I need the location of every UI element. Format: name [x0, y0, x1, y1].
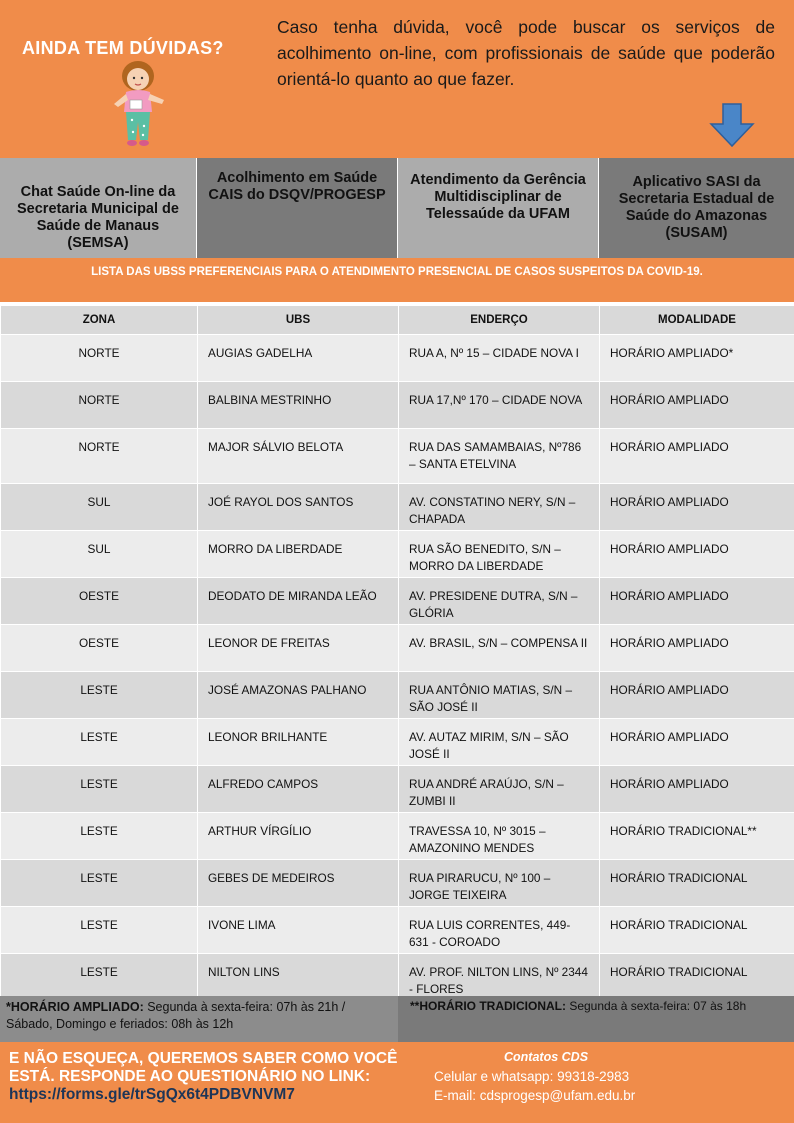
table-row: [1, 531, 794, 578]
note-horario-ampliado: [0, 996, 398, 1042]
endereco-cell: RUA PIRARUCU, Nº 100 – JORGE TEIXEIRA: [399, 860, 600, 907]
endereco-cell: RUA SÃO BENEDITO, S/N – MORRO DA LIBERDADE: [399, 531, 600, 578]
ubs-cell: LEONOR BRILHANTE: [198, 719, 399, 766]
note-ampliado-label: *HORÁRIO AMPLIADO:: [6, 1000, 144, 1014]
endereco-cell: AV. CONSTATINO NERY, S/N – CHAPADA: [399, 484, 600, 531]
table-row: [1, 766, 794, 813]
modalidade-cell: HORÁRIO TRADICIONAL: [600, 954, 794, 1001]
questionnaire-link[interactable]: https://forms.gle/trSgQx6t4PDBVNVM7: [9, 1086, 295, 1103]
zona-cell: NORTE: [1, 335, 198, 382]
note-tradicional-label: **HORÁRIO TRADICIONAL:: [410, 999, 566, 1013]
ubs-cell: ARTHUR VÍRGÍLIO: [198, 813, 399, 860]
zona-cell: LESTE: [1, 766, 198, 813]
zona-cell: LESTE: [1, 672, 198, 719]
notes-section: [0, 996, 794, 1042]
ubs-cell: JOSÉ AMAZONAS PALHANO: [198, 672, 399, 719]
ubs-cell: BALBINA MESTRINHO: [198, 382, 399, 429]
endereco-cell: TRAVESSA 10, Nº 3015 – AMAZONINO MENDES: [399, 813, 600, 860]
table-row: [1, 954, 794, 1001]
header-text: Caso tenha dúvida, você pode buscar os serviços de acolhimento on-line, com profissionais de saúde que poderão orientá-lo quanto ao que fazer.: [277, 17, 775, 89]
service-chat-semsa: Chat Saúde On-line da Secretaria Municipal de Saúde de Manaus (SEMSA): [0, 158, 197, 258]
endereco-cell: RUA ANDRÉ ARAÚJO, S/N – ZUMBI II: [399, 766, 600, 813]
zona-cell: LESTE: [1, 954, 198, 1001]
modalidade-cell: HORÁRIO AMPLIADO: [600, 766, 794, 813]
modalidade-cell: HORÁRIO AMPLIADO: [600, 578, 794, 625]
service-telessaude-ufam: Atendimento da Gerência Multidisciplinar de Telessaúde da UFAM: [398, 158, 599, 258]
modalidade-cell: HORÁRIO TRADICIONAL**: [600, 813, 794, 860]
contacts-block: [434, 1048, 774, 1105]
endereco-cell: RUA DAS SAMAMBAIAS, Nº786 – SANTA ETELVINA: [399, 429, 600, 484]
questionnaire-cta: [9, 1050, 409, 1104]
table-row: [1, 813, 794, 860]
contact-phone: Celular e whatsapp: 99318-2983: [434, 1069, 630, 1084]
zona-cell: OESTE: [1, 578, 198, 625]
table-row: [1, 672, 794, 719]
ubs-cell: ALFREDO CAMPOS: [198, 766, 399, 813]
footer-section: [0, 1042, 794, 1123]
table-row: [1, 719, 794, 766]
modalidade-cell: HORÁRIO AMPLIADO: [600, 531, 794, 578]
table-row: [1, 625, 794, 672]
table-body: [1, 335, 794, 1001]
endereco-cell: RUA LUIS CORRENTES, 449-631 - COROADO: [399, 907, 600, 954]
table-row: [1, 382, 794, 429]
endereco-cell: RUA A, Nº 15 – CIDADE NOVA I: [399, 335, 600, 382]
header-section: [0, 0, 794, 158]
zona-cell: LESTE: [1, 813, 198, 860]
header-title: AINDA TEM DÚVIDAS?: [22, 38, 224, 58]
note-tradicional-text: Segunda à sexta-feira: 07 às 18h: [566, 999, 747, 1013]
ubs-cell: GEBES DE MEDEIROS: [198, 860, 399, 907]
girl-illustration: [108, 60, 170, 150]
column-header-ubs: UBS: [198, 306, 399, 335]
zona-cell: LESTE: [1, 907, 198, 954]
modalidade-cell: HORÁRIO AMPLIADO: [600, 672, 794, 719]
cta-text: E NÃO ESQUEÇA, QUEREMOS SABER COMO VOCÊ ESTÁ. RESPONDE AO QUESTIONÁRIO NO LINK:: [9, 1050, 398, 1085]
table-row: [1, 860, 794, 907]
ubs-cell: NILTON LINS: [198, 954, 399, 1001]
endereco-cell: AV. PRESIDENE DUTRA, S/N – GLÓRIA: [399, 578, 600, 625]
ubs-table: [0, 305, 794, 1001]
zona-cell: NORTE: [1, 429, 198, 484]
zona-cell: LESTE: [1, 860, 198, 907]
endereco-cell: RUA 17,Nº 170 – CIDADE NOVA: [399, 382, 600, 429]
table-row: [1, 578, 794, 625]
zona-cell: SUL: [1, 531, 198, 578]
column-header-modalidade: MODALIDADE: [600, 306, 794, 335]
zona-cell: OESTE: [1, 625, 198, 672]
modalidade-cell: HORÁRIO AMPLIADO: [600, 719, 794, 766]
table-row: [1, 907, 794, 954]
ubs-cell: AUGIAS GADELHA: [198, 335, 399, 382]
table-row: [1, 429, 794, 484]
table-row: [1, 335, 794, 382]
note-horario-tradicional: [398, 996, 794, 1042]
services-row: [0, 158, 794, 258]
column-header-endereco: ENDERÇO: [399, 306, 600, 335]
contacts-title: Contatos CDS: [504, 1050, 589, 1064]
modalidade-cell: HORÁRIO AMPLIADO: [600, 625, 794, 672]
zona-cell: SUL: [1, 484, 198, 531]
ubs-cell: MAJOR SÁLVIO BELOTA: [198, 429, 399, 484]
ubs-cell: MORRO DA LIBERDADE: [198, 531, 399, 578]
modalidade-cell: HORÁRIO AMPLIADO: [600, 484, 794, 531]
ubs-cell: IVONE LIMA: [198, 907, 399, 954]
modalidade-cell: HORÁRIO AMPLIADO: [600, 429, 794, 484]
list-title: LISTA DAS UBSS PREFERENCIAIS PARA O ATENDIMENTO PRESENCIAL DE CASOS SUSPEITOS DA COVID-19.: [0, 258, 794, 302]
zona-cell: NORTE: [1, 382, 198, 429]
endereco-cell: AV. PROF. NILTON LINS, Nº 2344 - FLORES: [399, 954, 600, 1001]
modalidade-cell: HORÁRIO TRADICIONAL: [600, 907, 794, 954]
service-sasi-susam: Aplicativo SASI da Secretaria Estadual de Saúde do Amazonas (SUSAM): [599, 158, 794, 258]
endereco-cell: RUA ANTÔNIO MATIAS, S/N – SÃO JOSÉ II: [399, 672, 600, 719]
down-arrow-icon: [709, 102, 755, 148]
modalidade-cell: HORÁRIO TRADICIONAL: [600, 860, 794, 907]
endereco-cell: AV. BRASIL, S/N – COMPENSA II: [399, 625, 600, 672]
modalidade-cell: HORÁRIO AMPLIADO: [600, 382, 794, 429]
table-header-row: [1, 306, 794, 335]
service-cais-progesp: Acolhimento em Saúde CAIS do DSQV/PROGESP: [197, 158, 398, 258]
modalidade-cell: HORÁRIO AMPLIADO*: [600, 335, 794, 382]
column-header-zona: ZONA: [1, 306, 198, 335]
table-row: [1, 484, 794, 531]
note-ampliado-text: Segunda à sexta-feira: 07h às 21h / Sábado, Domingo e feriados: 08h às 12h: [6, 1000, 346, 1031]
ubs-cell: JOÉ RAYOL DOS SANTOS: [198, 484, 399, 531]
contact-email[interactable]: E-mail: cdsprogesp@ufam.edu.br: [434, 1088, 636, 1103]
zona-cell: LESTE: [1, 719, 198, 766]
endereco-cell: AV. AUTAZ MIRIM, S/N – SÃO JOSÉ II: [399, 719, 600, 766]
ubs-cell: LEONOR DE FREITAS: [198, 625, 399, 672]
ubs-cell: DEODATO DE MIRANDA LEÃO: [198, 578, 399, 625]
